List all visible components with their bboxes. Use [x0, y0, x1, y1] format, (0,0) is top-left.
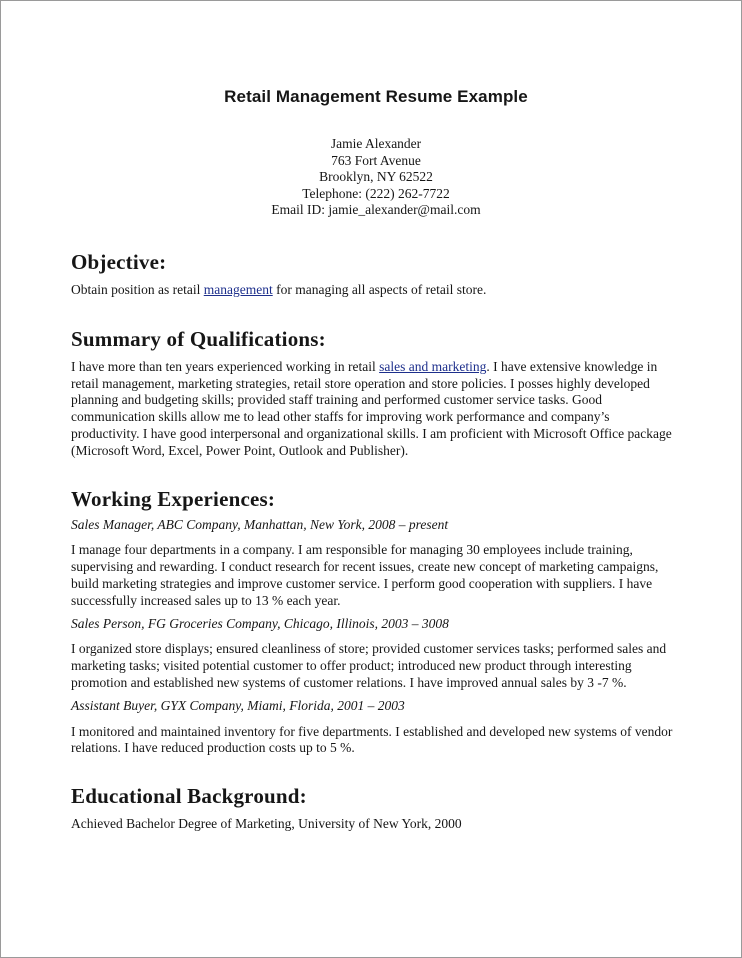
- job-title: Sales Manager, ABC Company, Manhattan, New York, 2008 – present: [71, 516, 449, 532]
- contact-block: [71, 136, 681, 219]
- objective-text-after: for managing all aspects of retail store.: [272, 281, 487, 297]
- contact-email: Email ID: jamie_alexander@mail.com: [271, 202, 481, 218]
- summary-text-before: I have more than ten years experienced working in retail: [71, 358, 380, 374]
- job-description: I manage four departments in a company. I am responsible for managing 30 employees include training, supervising and rewarding. I conduct research for recent issues, create new concept of marketing campaigns, build marketing strategies and improve customer service. I perform good cooperation with suppliers. I have successfully increased sales up to 13 % each year.: [71, 542, 659, 608]
- job-title: Assistant Buyer, GYX Company, Miami, Florida, 2001 – 2003: [71, 697, 405, 713]
- job-description: I organized store displays; ensured cleanliness of store; provided customer services tasks; performed sales and marketing tasks; visited potential customer to offer product; introduced new product through interesting promotion and established new systems of customer relations. I have improved annual sales by 3 -7 %.: [71, 641, 667, 690]
- document-title: Retail Management Resume Example: [224, 87, 528, 106]
- job-entry: [71, 517, 681, 610]
- job-entry: [71, 616, 681, 692]
- objective-text-before: Obtain position as retail: [71, 281, 204, 297]
- summary-text: [71, 359, 681, 460]
- job-title: Sales Person, FG Groceries Company, Chicago, Illinois, 2003 – 3008: [71, 615, 449, 631]
- education-text: Achieved Bachelor Degree of Marketing, University of New York, 2000: [71, 816, 462, 832]
- work-experience-heading: Working Experiences:: [71, 486, 276, 511]
- management-link[interactable]: management: [203, 281, 273, 297]
- sales-and-marketing-link[interactable]: sales and marketing: [379, 358, 487, 374]
- contact-telephone: Telephone: (222) 262-7722: [302, 185, 450, 201]
- job-description: I monitored and maintained inventory for five departments. I established and developed new systems of vendor relations. I have reduced production costs up to 5 %.: [71, 723, 673, 756]
- contact-name: Jamie Alexander: [330, 136, 422, 151]
- objective-heading: Objective:: [71, 249, 167, 274]
- education-heading: Educational Background:: [71, 784, 307, 809]
- objective-text: [71, 282, 681, 299]
- summary-heading: Summary of Qualifications:: [71, 326, 326, 351]
- contact-city: Brooklyn, NY 62522: [319, 169, 433, 185]
- summary-text-after: . I have extensive knowledge in retail management, marketing strategies, retail store operation and store policies. I posses highly developed planning and budgeting skills; provided staff training and performed customer service tasks. Good communication skills allow me to lead other staffs for improving work performance and company’s productivity. I have good interpersonal and organizational skills. I am proficient with Microsoft Office package (Microsoft Word, Excel, Power Point, Outlook and Publisher).: [71, 358, 672, 458]
- resume-page: [71, 87, 681, 833]
- contact-street: 763 Fort Avenue: [331, 152, 421, 168]
- job-entry: [71, 698, 681, 757]
